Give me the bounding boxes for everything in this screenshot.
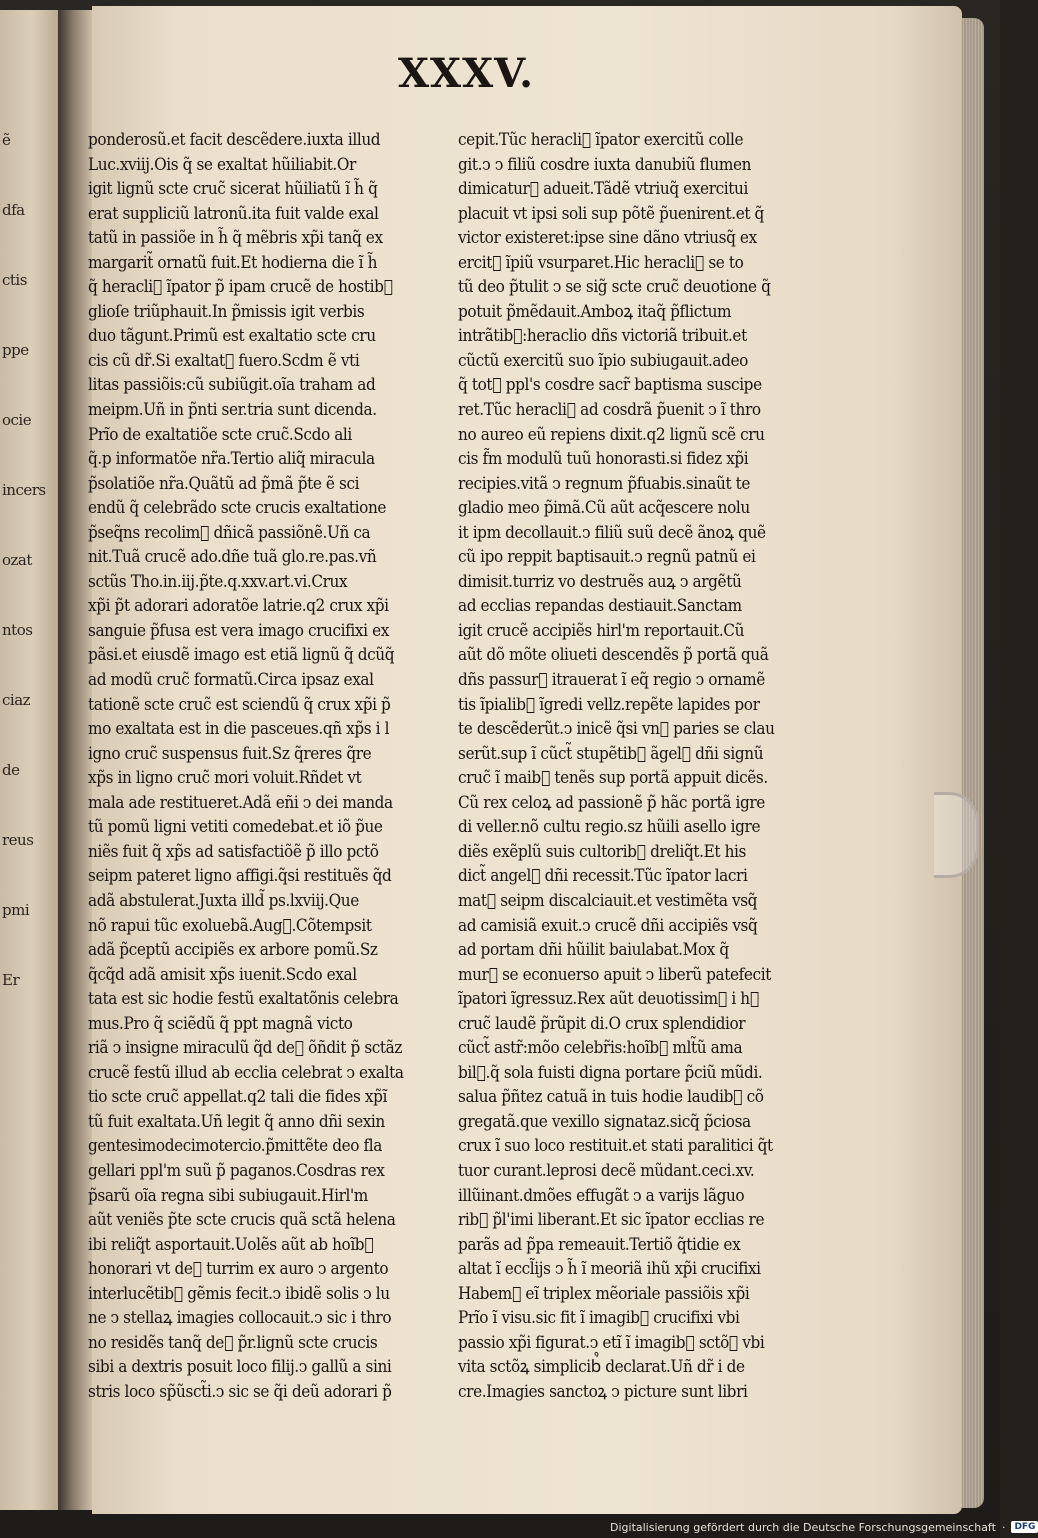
text-line: aũt dõ mõte oliueti descendẽs p̃ portã quã [458,645,769,666]
facing-page-fragment: de [2,761,20,779]
text-line: cis f̃m modulũ tuũ honorasti.si fidez xp̃i [458,449,749,470]
text-line: it ipm decollauit.ↄ filiũ suũ decẽ ãnoꝝ quẽ [458,522,766,543]
text-line: parãs ad p̃pa remeauit.Tertiõ q̃tidie ex [458,1234,741,1255]
text-line: ad camisiã exuit.ↄ crucẽ dñi accipiẽs vsq̃ [458,915,758,936]
text-line: aũt veniẽs p̃te scte crucis quã sctã helena [88,1210,396,1231]
credit-text: Digitalisierung gefördert durch die Deutsche Forschungsgemeinschaft [610,1520,996,1534]
text-line: Prĩo ĩ visu.sic fit ĩ imagib᷒ crucifixi vbi [458,1308,740,1329]
text-line: glioſe triũphauit.In p̃missis igit verbis [88,301,365,322]
text-line: ponderosũ.et facit descẽdere.iuxta illud [88,130,381,150]
text-line: Cũ rex celoꝝ ad passionẽ p̃ hãc portã igre [458,792,765,813]
text-line: rib᷒ p̃l'imi liberant.Et sic ĩpator ecclias re [458,1210,765,1231]
text-line: nõ rapui tũc exoluebã.Aug᷒.Cõtempsit [88,915,372,936]
text-line: mat᷒ seipm discalciauit.et vestimẽta vsq̃ [458,890,758,911]
text-line: q̃ heracli᷒ ĩpator p̃ ipam crucẽ de hostib᷒ [88,277,393,298]
text-line: crucẽ festũ illud ab ecclia celebrat ↄ exalta [88,1062,404,1083]
text-line: intrãtib᷒:heraclio dñs victoriã tribuit.et [458,326,747,347]
text-line: cre.Imagies sanctoꝝ ↄ picture sunt libri [458,1381,748,1402]
text-line: recipies.vitã ↄ regnum p̃fuabis.sinaũt te [458,473,751,494]
text-line: riã ↄ insigne miraculũ q̃d de᷒ õñdit p̃ sctãz [88,1038,403,1059]
facing-page-fragment: dfa [2,201,25,219]
text-line: Luc.xviij.Ois q̃ se exaltat hũiliabit.Or [88,154,356,175]
text-line: ad ecclias repandas destiauit.Sanctam [458,596,742,617]
text-line: no aureo eũ repiens dixit.q2 lignũ scẽ cru [458,424,765,445]
text-line: gladio meo p̃imã.Cũ aũt acq̃escere nolu [458,498,750,519]
text-line: cũ ipo reppit baptisauit.ↄ regnũ patnũ ei [458,547,756,568]
text-line: tũ fuit exaltata.Uñ legit q̃ anno dñi sexin [88,1111,385,1132]
text-line: cruc̃ laudẽ p̃rũpit di.O crux splendidior [458,1013,746,1034]
text-line: tatũ in passiõe in h̃ q̃ mẽbris xp̃i tanq̃ ex [88,228,383,249]
text-line: ret.Tũc heracli᷒ ad cosdrã p̃uenit ↄ ĩ thro [458,400,761,421]
text-line: cepit.Tũc heracli᷒ ĩpator exercitũ colle [458,130,744,150]
text-line: ibi reliq̃t asportauit.Uolẽs aũt ab hoĩb᷒ [88,1234,374,1255]
text-line: erat suppliciũ latronũ.ita fuit valde exal [88,203,379,224]
text-line: p̃sarũ oĩa regna sibi subiugauit.Hirl'm [88,1185,368,1206]
text-line: Prĩo de exaltatiõe scte cruc̃.Scdo ali [88,424,352,445]
text-line: bil᷒.q̃ sola fuisti digna portare p̃ciũ mũdi. [458,1062,763,1083]
text-line: cũct̃ astr̃:mõo celebr̃is:hoĩb᷒ mlt̃ũ ama [458,1038,743,1059]
text-line: pãsi.et eiusdẽ imago est etiã lignũ q̃ dcũq̃ [88,645,395,666]
text-line: gregatã.que vexillo signataz.sicq̃ p̃ciosa [458,1111,751,1132]
text-line: sibi a dextris posuit loco filij.ↄ gallũ a sini [88,1357,392,1378]
text-line: niẽs fuit q̃ xp̃s ad satisfactiõẽ p̃ illo pctõ [88,841,379,862]
facing-page-fragment: ppe [2,341,29,359]
text-line: dñs passur᷒ itrauerat ĩ eq̃ regio ↄ ornamẽ [458,670,765,691]
text-line: nit.Tuã crucẽ ado.dñe tuã glo.re.pas.vñ [88,547,377,568]
text-line: mur᷒ se econuerso apuit ↄ liberũ patefecit [458,964,771,985]
facing-page-fragment: incers [2,481,46,499]
text-line: sanguie p̃fusa est vera imago crucifixi ex [88,620,389,641]
text-line: tio scte cruc̃ appellat.q2 tali die fides xp̃ĩ [88,1087,387,1108]
text-line: gellari ppl'm suũ p̃ paganos.Cosdras rex [88,1160,385,1181]
text-line: p̃solatiõe nr̃a.Quãtũ ad p̃mã p̃te ẽ sci [88,473,360,494]
text-line: gentesimodecimotercio.p̃mittẽte deo fla [88,1136,382,1157]
text-column-left [88,128,440,1404]
text-line: git.ↄ ↄ filiũ cosdre iuxta danubiũ flumen [458,154,752,175]
facing-page-fragment: pmi [2,901,30,919]
text-line: tis ĩpialib᷒ ĩgredi vellz.repẽte lapides por [458,694,760,715]
facing-page-fragment: ntos [2,621,33,639]
text-line: meipm.Uñ in p̃nti ser.tria sunt dicenda. [88,400,377,421]
text-line: xp̃i p̃t adorari adoratõe latrie.q2 crux xp̃i [88,596,389,617]
text-line: diẽs exẽplũ suis cultorib᷒ dreliq̃t.Et his [458,841,746,862]
text-line: sctũs Tho.in.iij.p̃te.q.xxv.art.vi.Crux [88,571,348,592]
text-line: ĩpatori ĩgressuz.Rex aũt deuotissim᷒ i h᷒ [458,989,759,1010]
facing-page-fragment: ctis [2,271,27,289]
text-line: cruc̃ ĩ maib᷒ tenẽs sup portã appuit dicẽs. [458,768,768,789]
facing-page-edge [0,10,61,1510]
text-line: honorari vt de᷒ turrim ex auro ↄ argento [88,1259,389,1280]
text-line: xp̃s in ligno cruc̃ mori voluit.Rñdet vt [88,768,362,789]
book-fore-edge [962,18,984,1508]
folio-number: XXXV. [398,50,535,97]
text-line: altat ĩ eccl̃ijs ↄ h̃ ĩ meoriã ihũ xp̃i crucifixi [458,1259,761,1280]
text-line: cũctũ exercitũ suo ĩpio subiugauit.adeo [458,350,748,371]
text-line: salua p̃ñtez catuã in tuis hodie laudib᷒ cõ [458,1087,764,1108]
text-line: p̃seq̃ns recolim᷒ dñicã passiõnẽ.Uñ ca [88,522,371,543]
text-line: dimicatur᷒ adueit.Tãdẽ vtriuq̃ exercitui [458,179,748,200]
text-line: passio xp̃i figurat.ↄ etĩ ĩ imagib᷒ sctõꝝ vbi [458,1332,765,1353]
text-line: ne ↄ stellaꝝ imagies collocauit.ↄ sic i thro [88,1308,392,1329]
facing-page-fragment: Er [2,971,20,989]
text-line: cis cũ dr̃.Si exaltat᷒ fuero.Scdm ẽ vti [88,350,360,371]
text-line: serũt.sup ĩ cũct̃ stupẽtib᷒ ãgel᷒ dñi signũ [458,743,764,764]
text-line: tũ deo p̃tulit ↄ se sig̃ scte cruc̃ deuotione q̃ [458,277,771,298]
text-line: q̃cq̃d adã amisit xp̃s iuenit.Scdo exal [88,964,357,985]
text-line: tũ pomũ ligni vetiti comedebat.et iõ p̃ue [88,817,383,838]
text-line: igit crucẽ accipiẽs hirl'm reportauit.Cũ [458,620,745,641]
text-line: adã abstulerat.Juxta illd̃ ps.lxviij.Que [88,890,359,911]
text-line: tuor curant.leprosi decẽ mũdant.ceci.xv. [458,1160,755,1181]
text-line: no residẽs tanq̃ de᷒ p̃r.lignũ scte crucis [88,1332,378,1353]
text-column-right [458,128,830,1404]
facing-page-fragment: ciaz [2,691,31,709]
page-clip [934,792,979,878]
text-line: seipm pateret ligno affigi.q̃si restituẽs q̃d [88,866,392,887]
text-line: mus.Pro q̃ sciẽdũ q̃ ppt magnã victo [88,1013,353,1034]
text-line: potuit p̃mẽdauit.Amboꝝ itaq̃ p̃flictum [458,301,732,322]
text-line: ad portam dñi hũilit baiulabat.Mox q̃ [458,940,729,961]
text-line: tationẽ scte cruc̃ est sciendũ q̃ crux xp̃i p̃ [88,694,391,715]
text-line: ad modũ cruc̃ formatũ.Circa ipsaz exal [88,670,374,691]
facing-page-fragment: ẽ [2,131,11,149]
text-line: vita sctõꝝ simplicib᷒ declarat.Uñ dr̃ i de [458,1357,745,1378]
text-line: margarit̃ ornatũ fuit.Et hodierna die ĩ h̃ [88,252,378,273]
text-line: endũ q̃ celebrãdo scte crucis exaltatione [88,498,387,519]
facing-page-fragment: ozat [2,551,32,569]
dfg-logo: DFG [1011,1521,1038,1533]
text-line: stris loco sp̃ũsct̃i.ↄ sic se q̃i deũ adorari p̃ [88,1381,392,1402]
text-line: duo tãgunt.Primũ est exaltatio scte cru [88,326,376,347]
text-line: dict̃ angel᷒ dñi recessit.Tũc ĩpator lacri [458,866,748,887]
text-line: q̃.p informatõe nr̃a.Tertio aliq̃ miracula [88,449,375,470]
text-line: igit lignũ scte cruc̃ sicerat hũiliatũ ĩ h̃ q̃ [88,179,378,200]
text-line: mala ade restitueret.Adã eñi ↄ dei manda [88,792,393,813]
text-line: interlucẽtib᷒ gẽmis fecit.ↄ ibidẽ solis ↄ lu [88,1283,390,1304]
text-line: igno cruc̃ suspensus fuit.Sz q̃reres q̃re [88,743,372,764]
text-line: mo exaltata est in die pasceues.qñ xp̃s i l [88,719,390,740]
text-line: adã p̃ceptũ accipiẽs ex arbore pomũ.Sz [88,940,378,961]
text-line: Habem᷒ eĩ triplex mẽoriale passiõis xp̃i [458,1283,750,1304]
text-line: placuit vt ipsi soli sup põtẽ p̃uenirent.et q̃ [458,203,764,224]
text-line: q̃ tot᷒ ppl's cosdre sacr̃ baptisma suscipe [458,375,762,396]
text-line: tata est sic hodie festũ exaltatõnis celebra [88,989,399,1010]
text-line: litas passiõis:cũ subiũgit.oĩa traham ad [88,375,376,396]
book-gutter [58,10,92,1510]
digitization-credit: Digitalisierung gefördert durch die Deutsche Forschungsgemeinschaft · DFG [610,1518,1038,1536]
text-line: di veller.nõ cultu regio.sz hũili asello igre [458,817,761,838]
text-line: ercit᷒ ĩpiũ vsurparet.Hic heracli᷒ se to [458,252,744,273]
facing-page-fragment: reus [2,831,34,849]
text-line: te descẽderũt.ↄ inicẽ q̃si vn᷒ paries se clau [458,719,775,740]
text-line: crux ĩ suo loco restituit.et stati paralitici q̃t [458,1136,773,1157]
facing-page-fragment: ocie [2,411,32,429]
text-line: victor existeret:ipse sine dãno vtriusq̃ ex [458,228,757,249]
text-line: illũinant.dmões effugãt ↄ a varijs lãguo [458,1185,745,1206]
text-line: dimisit.turriz vo destruẽs auꝝ ↄ argẽtũ [458,571,742,592]
